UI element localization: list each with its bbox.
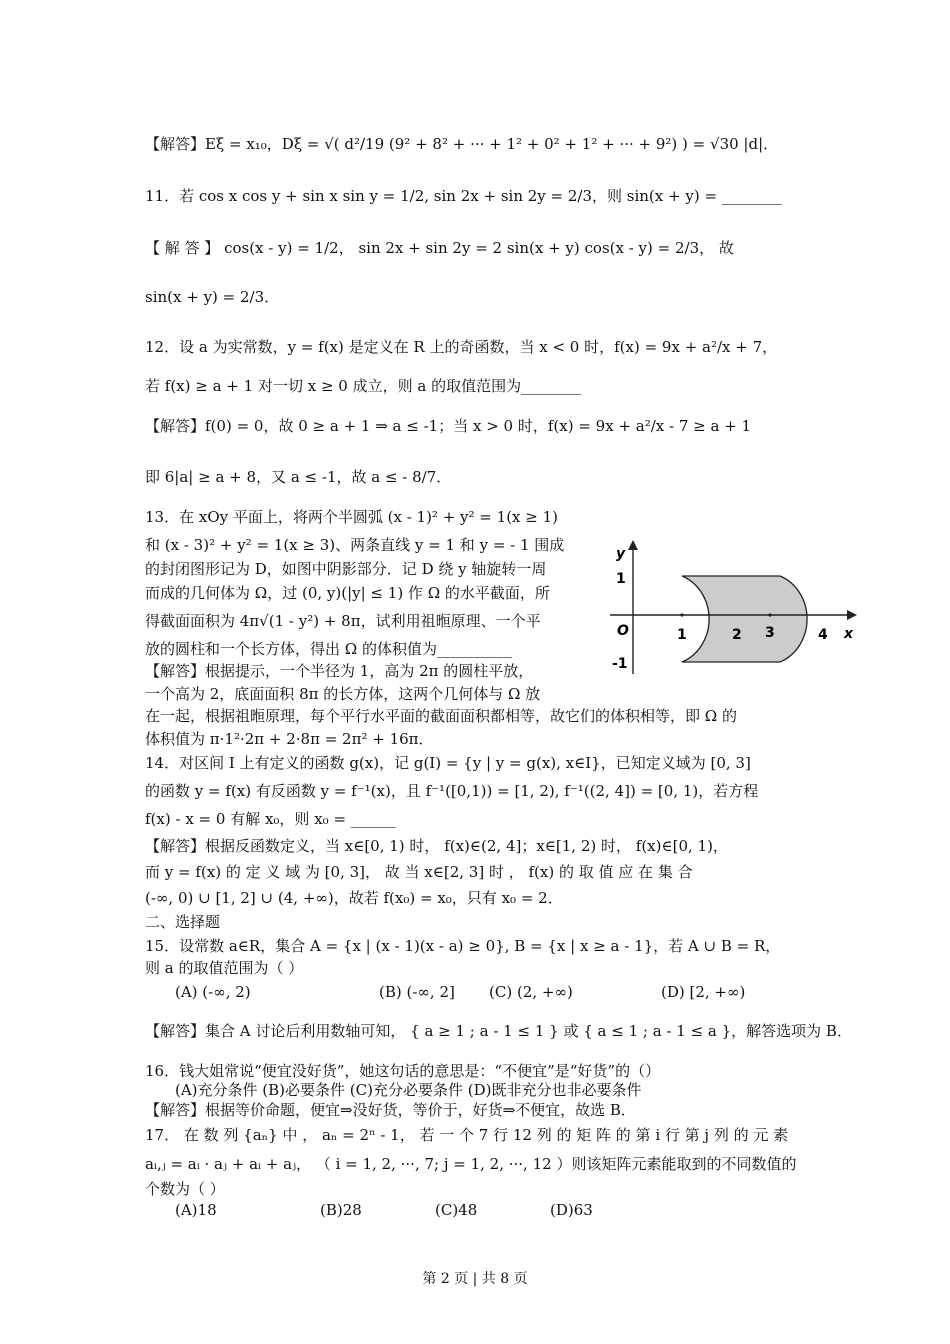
q14-question-line2: 的函数 y = f(x) 有反函数 y = f⁻¹(x)，且 f⁻¹([0,1)) = [1, 2), f⁻¹((2, 4]) = [0, 1)，若方程 xyxy=(145,782,759,800)
q13-question-line6: 放的圆柱和一个长方体，得出 Ω 的体积值为__________ xyxy=(145,640,512,658)
q14-question-line1: 14．对区间 I 上有定义的函数 g(x)，记 g(I) = {y | y = g(x), x∈I}，已知定义域为 [0, 3] xyxy=(145,754,751,772)
q15-question-line2: 则 a 的取值范围为（ ） xyxy=(145,959,304,977)
tick-label-y-minus1: -1 xyxy=(612,656,628,672)
q14-answer-line2: 而 y = f(x) 的 定 义 域 为 [0, 3]， 故 当 x∈[2, 3] 时 ， f(x) 的 取 值 应 在 集 合 xyxy=(145,863,693,881)
tick-label-x-3: 3 xyxy=(765,625,775,641)
section-heading-choice: 二、选择题 xyxy=(145,913,221,931)
q15-option-a: (A) (-∞, 2) xyxy=(175,983,251,1001)
q15-option-c: (C) (2, +∞) xyxy=(489,983,573,1001)
q13-answer-line4: 体积值为 π·1²·2π + 2·8π = 2π² + 16π． xyxy=(145,730,434,748)
q15-option-b: (B) (-∞, 2] xyxy=(379,983,455,1001)
tick-label-x-2: 2 xyxy=(732,627,742,643)
q13-question-line4: 而成的几何体为 Ω，过 (0, y)(|y| ≤ 1) 作 Ω 的水平截面，所 xyxy=(145,584,550,602)
q13-answer-line3: 在一起，根据祖暅原理，每个平行水平面的截面面积都相等，故它们的体积相等，即 Ω 的 xyxy=(145,707,737,725)
q11-answer-line2: sin(x + y) = 2/3． xyxy=(145,288,280,306)
y-axis-label: y xyxy=(616,546,626,562)
x-axis-label: x xyxy=(844,626,854,642)
q17-option-d: (D)63 xyxy=(550,1201,593,1219)
q14-answer-line1: 【解答】根据反函数定义，当 x∈[0, 1) 时， f(x)∈(2, 4]；x∈[1, 2) 时， f(x)∈[0, 1)， xyxy=(145,837,728,855)
tick-label-x-1: 1 xyxy=(677,627,687,643)
q17-question-line3: 个数为（ ） xyxy=(145,1180,225,1198)
x-axis-arrow xyxy=(847,610,857,620)
q16-question: 16．钱大姐常说“便宜没好货”，她这句话的意思是：“不便宜”是“好货”的（） xyxy=(145,1062,661,1080)
q13-question-line2: 和 (x - 3)² + y² = 1(x ≥ 3)、两条直线 y = 1 和 y = - 1 围成 xyxy=(145,536,565,554)
q13-question-line3: 的封闭图形记为 D，如图中阴影部分．记 D 绕 y 轴旋转一周 xyxy=(145,560,547,578)
q15-answer: 【解答】集合 A 讨论后利用数轴可知， { a ≥ 1 ; a - 1 ≤ 1 } 或 { a ≤ 1 ; a - 1 ≤ a }，解答选项为 B． xyxy=(145,1022,852,1040)
q10-answer: 【解答】Eξ = x₁₀，Dξ = √( d²/19 (9² + 8² + ··· + 1² + 0² + 1² + ··· + 9²) ) = √30 |d|． xyxy=(145,135,779,153)
q12-answer-line2: 即 6|a| ≥ a + 8，又 a ≤ -1，故 a ≤ - 8/7． xyxy=(145,468,452,486)
q14-question-line3: f(x) - x = 0 有解 x₀，则 x₀ = ______ xyxy=(145,810,396,828)
q17-option-b: (B)28 xyxy=(320,1201,362,1219)
tick-label-y-1: 1 xyxy=(616,571,626,587)
q12-answer-line1: 【解答】f(0) = 0，故 0 ≥ a + 1 ⇒ a ≤ -1；当 x > 0 时，f(x) = 9x + a²/x - 7 ≥ a + 1 xyxy=(145,417,752,435)
q15-question-line1: 15．设常数 a∈R，集合 A = {x | (x - 1)(x - a) ≥ 0}, B = {x | x ≥ a - 1}，若 A ∪ B = R， xyxy=(145,937,781,955)
page-footer: 第 2 页 | 共 8 页 xyxy=(422,1271,528,1287)
shaded-region-D xyxy=(682,576,807,662)
tick-mark-1 xyxy=(680,613,683,616)
q16-options: (A)充分条件 (B)必要条件 (C)充分必要条件 (D)既非充分也非必要条件 xyxy=(175,1081,642,1099)
q17-option-c: (C)48 xyxy=(435,1201,478,1219)
q13-answer-line2: 一个高为 2，底面面积 8π 的长方体，这两个几何体与 Ω 放 xyxy=(145,685,541,703)
y-axis-arrow xyxy=(628,540,638,550)
q13-question-line1: 13．在 xOy 平面上，将两个半圆弧 (x - 1)² + y² = 1(x ≥ 1) xyxy=(145,508,558,526)
q15-option-d: (D) [2, +∞) xyxy=(661,983,746,1001)
tick-label-x-4: 4 xyxy=(818,627,828,643)
q13-answer-line1: 【解答】根据提示，一个半径为 1，高为 2π 的圆柱平放， xyxy=(145,662,534,680)
shaded-region-figure xyxy=(598,538,863,678)
q13-question-line5: 得截面面积为 4π√(1 - y²) + 8π，试利用祖暅原理、一个平 xyxy=(145,612,541,630)
origin-label: O xyxy=(617,623,629,639)
tick-mark-3 xyxy=(768,613,771,616)
q11-answer-line1: 【 解 答 】 cos(x - y) = 1/2， sin 2x + sin 2y = 2 sin(x + y) cos(x - y) = 2/3， 故 xyxy=(145,239,734,257)
q17-option-a: (A)18 xyxy=(175,1201,217,1219)
q14-answer-line3: (-∞, 0) ∪ [1, 2] ∪ (4, +∞)，故若 f(x₀) = x₀，只有 x₀ = 2． xyxy=(145,889,563,907)
q12-question-line2: 若 f(x) ≥ a + 1 对一切 x ≥ 0 成立，则 a 的取值范围为________ xyxy=(145,377,582,395)
q17-question-line2: aᵢ,ⱼ = aᵢ · aⱼ + aᵢ + aⱼ， （ i = 1, 2, ···, 7; j = 1, 2, ···, 12 ）则该矩阵元素能取到的不同数值的 xyxy=(145,1155,797,1173)
q16-answer: 【解答】根据等价命题，便宜⇒没好货，等价于，好货⇒不便宜，故选 B． xyxy=(145,1101,636,1119)
q12-question-line1: 12．设 a 为实常数，y = f(x) 是定义在 R 上的奇函数，当 x < 0 时，f(x) = 9x + a²/x + 7， xyxy=(145,338,778,356)
q17-question-line1: 17． 在 数 列 {aₙ} 中 ， aₙ = 2ⁿ - 1， 若 一 个 7 行 12 列 的 矩 阵 的 第 i 行 第 j 列 的 元 素 xyxy=(145,1126,789,1144)
q11-question: 11．若 cos x cos y + sin x sin y = 1/2, sin 2x + sin 2y = 2/3，则 sin(x + y) = ________ xyxy=(145,187,782,205)
